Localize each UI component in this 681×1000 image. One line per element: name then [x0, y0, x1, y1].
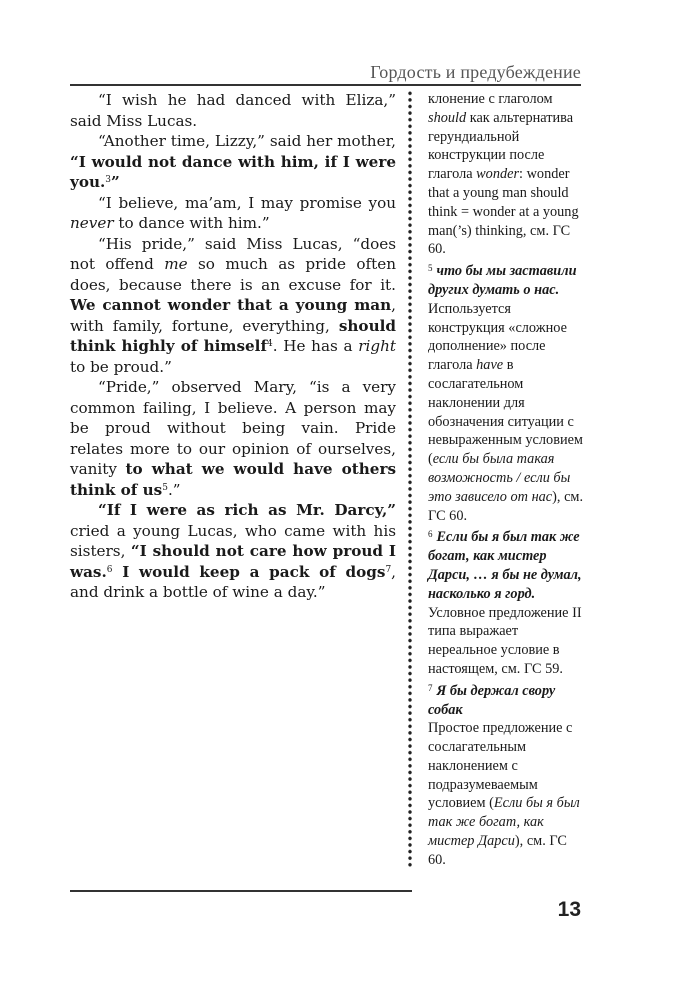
paragraph-6 — [70, 500, 396, 603]
italic-word: should — [428, 109, 467, 126]
footnote-ref: 6 — [106, 564, 113, 575]
running-header: Гордость и предубеждение — [370, 62, 581, 82]
italic-phrase: если бы была такая возможность / если бы это зависело от нас — [428, 451, 571, 505]
paragraph-1 — [70, 90, 396, 131]
dotted-divider — [407, 90, 413, 868]
note-5-body — [428, 300, 586, 526]
header-rule — [70, 84, 581, 86]
italic-word: right — [358, 337, 396, 355]
text-span: клонение с глаголом — [428, 91, 553, 107]
text-span: , and drink a bottle of wine a day.” — [70, 562, 396, 601]
italic-word: wonder — [476, 166, 520, 183]
text-span: “Another time, Lizzy,” said her mother, — [98, 132, 396, 150]
bold-phrase: “I should not care how proud I was. — [70, 542, 397, 581]
bold-phrase: I would keep a pack of dogs — [112, 562, 386, 581]
footnote-ref: 5 — [162, 482, 168, 493]
footnote-ref: 3 — [105, 175, 112, 185]
text-span: to dance with him.” — [113, 214, 270, 232]
text-span: Используется конструкция «сложное дополнение» после глагола — [428, 300, 567, 374]
text-span: Простое предложение с сослагательным наклонением с подразумеваемым условием ( — [428, 720, 573, 812]
footnote-ref: 7 — [385, 564, 392, 575]
note-number: 7 — [428, 682, 433, 693]
text-span: Условное предложение II типа выражает нереальное условие в настоящем, см. ГС 59. — [428, 604, 582, 677]
text-span: .” — [167, 480, 181, 499]
note-7-heading — [428, 679, 586, 720]
text-span: “His pride,” said Miss Lucas, “does not offend — [70, 234, 396, 273]
text-span: ), см. ГС 60. — [428, 488, 584, 524]
note-heading-text: что бы мы заставили других думать о нас. — [428, 263, 577, 298]
bold-phrase: “I would not dance with him, if I were you. — [70, 152, 396, 191]
notes-column — [428, 90, 586, 870]
paragraph-5 — [70, 377, 396, 500]
text-span: ” — [111, 173, 120, 191]
footnote-ref: 4 — [267, 339, 273, 349]
italic-phrase: Если бы я был так же богат, как мистер Дарси — [428, 795, 580, 850]
text-span: “Pride,” observed Mary, “is a very common failing, I believe. A person may be proud without being vain. Pride relates more to our opinion of ourselves, vanity — [70, 378, 396, 478]
paragraph-3 — [70, 193, 396, 234]
paragraph-4 — [70, 234, 396, 378]
text-span: как альтернатива герундиальной конструкции после глагола — [428, 109, 574, 183]
note-heading-text: Если бы я был так же богат, как мистер Дарси, … я бы не думал, насколько я горд. — [428, 529, 582, 602]
note-4-continuation — [428, 90, 586, 259]
text-span: to be proud.” — [70, 357, 172, 376]
text-span: в сослагательном наклонении для обозначения ситуации с невыраженным условием ( — [428, 357, 583, 468]
paragraph-2 — [70, 131, 396, 193]
note-6-heading — [428, 525, 586, 603]
text-span: . He has a — [272, 337, 359, 355]
italic-word: have — [476, 357, 504, 374]
main-text-column — [70, 90, 396, 603]
text-span: so much as pride often does, because there is an excuse for it. — [70, 255, 396, 294]
text-span: “I believe, ma’am, I may promise you — [98, 193, 396, 212]
note-5-heading — [428, 259, 586, 300]
text-span: ), см. ГС 60. — [428, 833, 567, 868]
bold-phrase: We cannot wonder that a young man — [70, 296, 392, 314]
text-span: : wonder that a young man should think = wonder at a young man(’s) thinking, см. ГС 60. — [428, 166, 579, 258]
italic-word: never — [70, 214, 114, 232]
note-7-body — [428, 719, 586, 869]
text-span: cried a young Lucas, who came with his sisters, — [70, 521, 396, 560]
note-heading-text: Я бы держал свору собак — [428, 682, 556, 718]
text-span: , with family, fortune, everything, — [70, 296, 396, 335]
note-number: 5 — [428, 263, 433, 274]
bold-phrase: to what we would have others think of us — [70, 460, 396, 499]
bold-phrase: “If I were as rich as Mr. Darcy,” — [98, 501, 396, 519]
bold-phrase: should think highly of himself — [70, 316, 396, 355]
text-span: “I wish he had danced with Eliza,” said Miss Lucas. — [70, 91, 396, 130]
note-number: 6 — [428, 529, 433, 540]
italic-word: me — [164, 255, 188, 273]
page-number: 13 — [557, 898, 581, 921]
note-6-body — [428, 604, 586, 679]
footer-rule — [70, 890, 412, 892]
